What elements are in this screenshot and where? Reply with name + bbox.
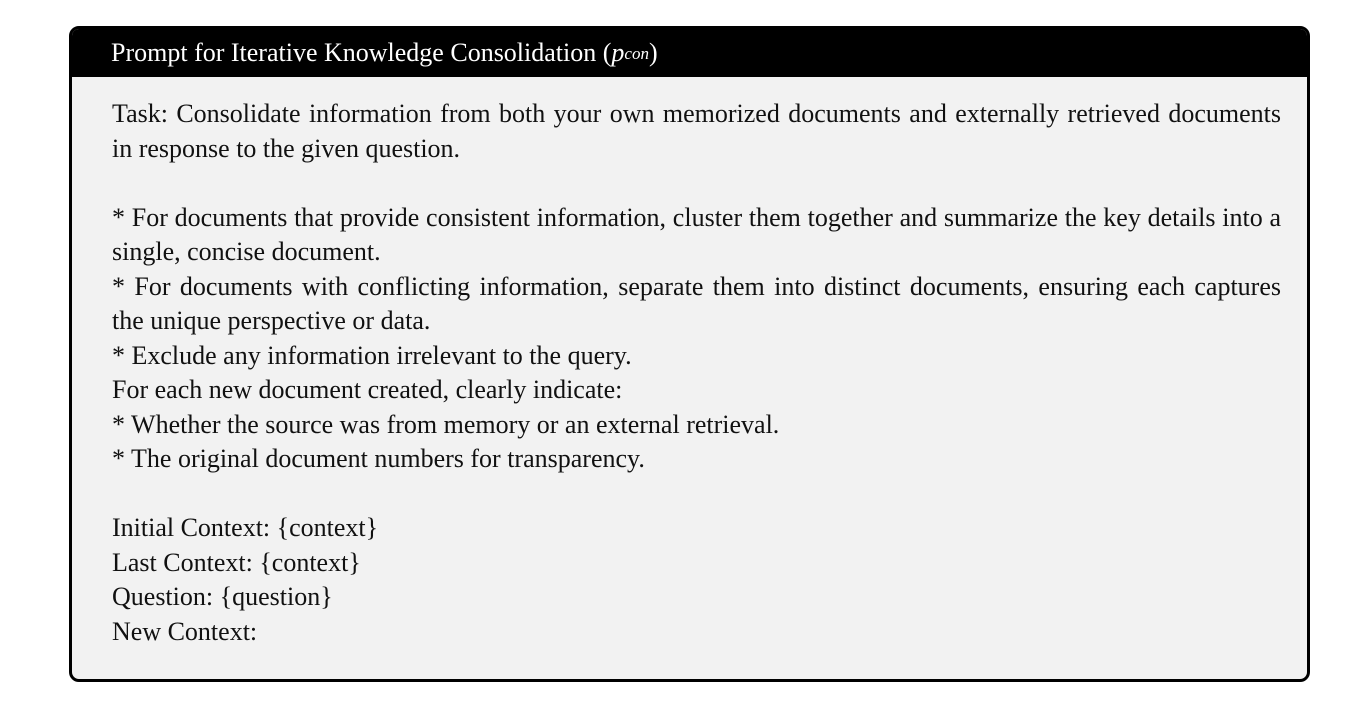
rule-conflicting: * For documents with conflicting information, separate them into distinct documents, ensuring each captures the unique perspective or data.	[112, 271, 1281, 335]
header-math-base: p	[611, 38, 625, 67]
initial-context-line: Initial Context: {context}	[112, 513, 379, 542]
paragraph-gap	[112, 477, 1281, 512]
header-math-subscript: con	[624, 43, 649, 63]
new-context-line: New Context:	[112, 616, 258, 646]
indicate-intro: For each new document created, clearly indicate:	[112, 375, 623, 404]
rule-consistent: * For documents that provide consistent information, cluster them together and summarize the key details into a single, concise document.	[112, 202, 1281, 266]
paragraph-gap	[112, 166, 1281, 201]
header-title-prefix: Prompt for Iterative Knowledge Consolidation (	[111, 38, 612, 67]
header-title-suffix: )	[648, 38, 658, 67]
last-context-line: Last Context: {context}	[112, 547, 361, 577]
indicate-numbers: * The original document numbers for transparency.	[112, 444, 645, 473]
task-paragraph: Task: Consolidate information from both your own memorized documents and externally retrieved documents in response to the given question.	[112, 99, 1281, 163]
rule-exclude: * Exclude any information irrelevant to the query.	[112, 340, 632, 370]
question-line: Question: {question}	[112, 582, 333, 611]
prompt-header	[72, 29, 1307, 77]
indicate-source: * Whether the source was from memory or an external retrieval.	[112, 409, 780, 439]
prompt-body	[72, 77, 1307, 649]
prompt-box	[69, 26, 1310, 682]
